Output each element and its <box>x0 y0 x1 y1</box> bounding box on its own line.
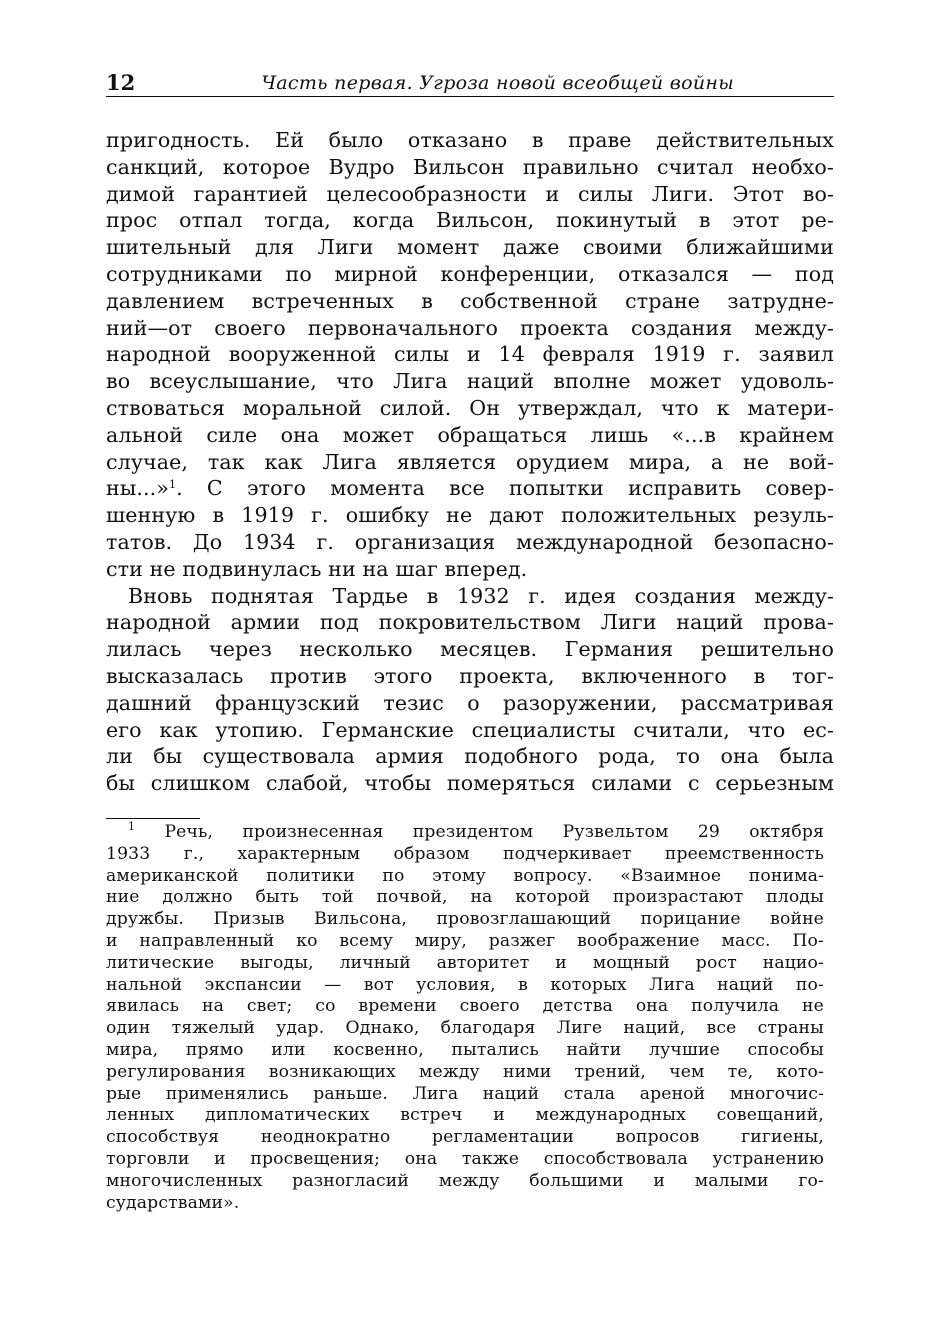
text-line: ствоваться моральной силой. Он утверждал, что к матери- <box>106 395 834 420</box>
text-line: дашний французский тезис о разоружении, рассматривая <box>106 690 834 715</box>
footnote-line: нальной экспансии — вот условия, в которых Лига наций по- <box>106 974 824 995</box>
footnote-line: рые применялись раньше. Лига наций стала ареной многочис- <box>106 1083 824 1104</box>
text-line: димой гарантией целесообразности и силы Лиги. Этот во- <box>106 181 834 206</box>
footnote-reference[interactable]: 1 <box>168 478 177 492</box>
footnote-line: дружбы. Призыв Вильсона, провозглашающий порицание войне <box>106 909 824 930</box>
text-line: сти не подвинулась ни на шаг вперед. <box>106 556 528 581</box>
page-header <box>106 70 834 97</box>
page-number: 12 <box>106 70 136 95</box>
text-line: альной силе она может обращаться лишь «...в крайнем <box>106 422 834 447</box>
footnote-line: сударствами». <box>106 1192 240 1213</box>
text-line: бы слишком слабой, чтобы померяться силами с серьезным <box>106 771 834 796</box>
footnote-line: ние должно быть той почвой, на которой произрастают плоды <box>106 887 824 908</box>
text-line: шительный для Лиги момент даже своими ближайшими <box>106 235 834 260</box>
text-line: пригодность. Ей было отказано в праве действительных <box>106 128 834 152</box>
footnote-line: многочисленных разногласий между большими и малыми го- <box>106 1170 824 1191</box>
text-line: народной вооруженной силы и 14 февраля 1919 г. заявил <box>106 342 834 367</box>
text-line: ний—от своего первоначального проекта создания между- <box>106 315 834 340</box>
footnote-first-line <box>106 822 824 844</box>
footnote-line: ленных дипломатических встреч и международных совещаний, <box>106 1105 824 1126</box>
footnote-line: регулирования возникающих между ними трений, чем те, кото- <box>106 1061 824 1082</box>
running-title: Часть первая. Угроза новой всеобщей войны <box>261 72 734 94</box>
footnote-line: мира, прямо или косвенно, пытались найти лучшие способы <box>106 1039 824 1060</box>
text-line-with-footnote-ref <box>106 475 834 502</box>
text-line: лилась через несколько месяцев. Германия решительно <box>106 637 834 662</box>
footnote-text: Речь, произнесенная президентом Рузвельтом 29 октября <box>164 822 824 842</box>
footnote-line: литические выгоды, личный авторитет и мощный рост нацио- <box>106 952 824 973</box>
sentence-continuation: . С этого момента все попытки исправить совер- <box>176 476 834 501</box>
footnote-line: и направленный ко всему миру, разжег воображение масс. По- <box>106 930 824 951</box>
footnote-line: торговли и просвещения; она также способствовала устранению <box>106 1148 824 1169</box>
text-line: случае, так как Лига является орудием мира, а не вой- <box>106 449 834 474</box>
text-line: народной армии под покровительством Лиги наций прова- <box>106 610 834 635</box>
footnote-line: явилась на свет; со времени своего детства она получила не <box>106 996 824 1017</box>
text-line: высказалась против этого проекта, включенного в тог- <box>106 663 834 688</box>
text-line: его как утопию. Германские специалисты считали, что ес- <box>106 717 834 742</box>
text-line: давлением встреченных в собственной стране затрудне- <box>106 288 834 313</box>
text-line: шенную в 1919 г. ошибку не дают положительных резуль- <box>106 503 834 528</box>
text-line: санкций, которое Вудро Вильсон правильно считал необхо- <box>106 154 834 179</box>
footnote-marker: 1 <box>128 820 136 833</box>
text-line: прос отпал тогда, когда Вильсон, покинутый в этот ре- <box>106 208 834 233</box>
footnote-line: американской политики по этому вопросу. «Взаимное понима- <box>106 865 824 886</box>
text-line: сотрудниками по мирной конференции, отказался — под <box>106 261 834 286</box>
main-text <box>106 127 834 797</box>
text-line: татов. До 1934 г. организация международной безопасно- <box>106 529 834 554</box>
footnote-line: 1933 г., характерным образом подчеркивает преемственность <box>106 843 824 864</box>
text-line: ли бы существовала армия подобного рода, то она была <box>106 744 834 769</box>
footnote <box>106 822 824 1214</box>
text-line: во всеуслышание, что Лига наций вполне может удоволь- <box>106 369 834 394</box>
footnote-divider <box>106 818 200 819</box>
paragraph-start-line: Вновь поднятая Тардье в 1932 г. идея создания между- <box>128 583 834 608</box>
footnote-line: способствуя неоднократно регламентации вопросов гигиены, <box>106 1127 824 1148</box>
quote-end: ны...» <box>106 476 169 501</box>
footnote-line: один тяжелый удар. Однако, благодаря Лиге наций, все страны <box>106 1018 824 1039</box>
